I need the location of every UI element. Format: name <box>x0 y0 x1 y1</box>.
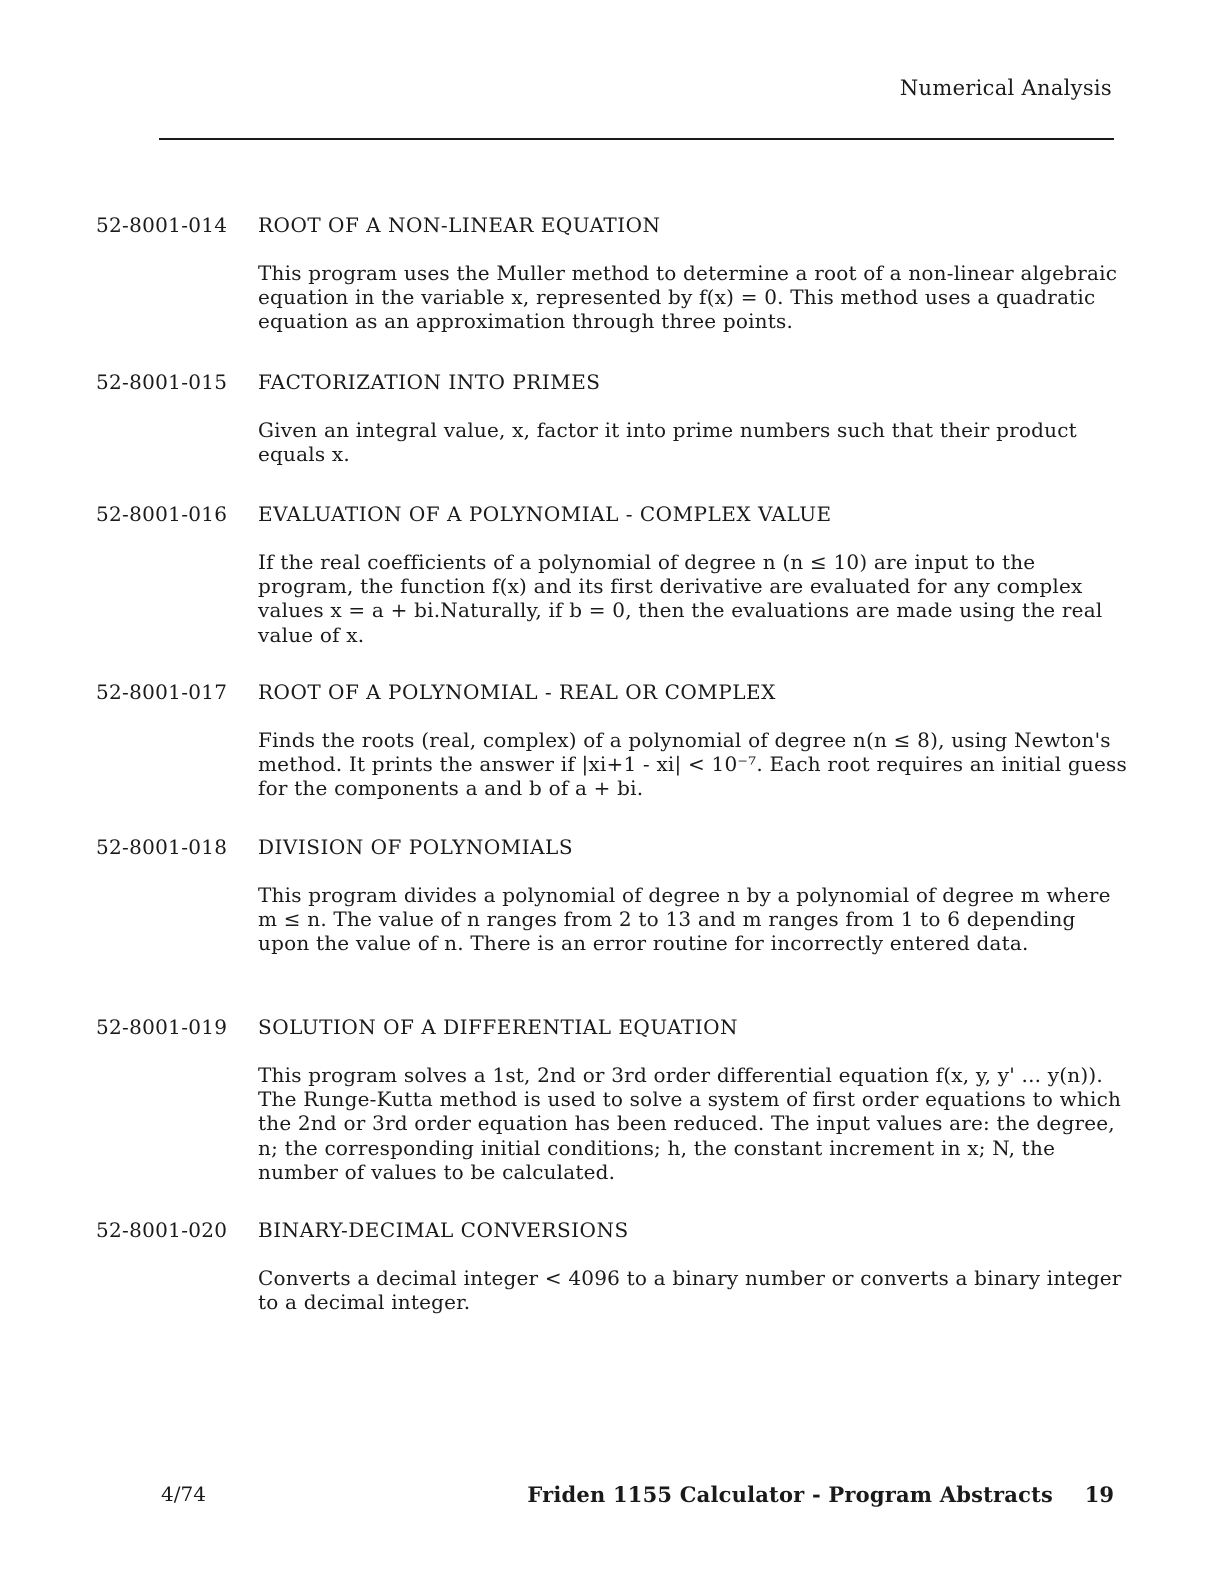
publication-title: Friden 1155 Calculator - Program Abstracts <box>527 1482 1053 1507</box>
program-description: This program divides a polynomial of degree n by a polynomial of degree m where m ≤ n. The value of n ranges from 2 to 13 and m ranges from 1 to 6 depending upon the value of n. There is an error routine for incorrectly entered data. <box>258 883 1111 956</box>
footer-date: 4/74 <box>161 1482 206 1506</box>
page-number: 19 <box>1084 1482 1114 1507</box>
program-title: SOLUTION OF A DIFFERENTIAL EQUATION <box>258 1015 739 1039</box>
program-title: ROOT OF A POLYNOMIAL - REAL OR COMPLEX <box>258 680 776 704</box>
program-title: ROOT OF A NON-LINEAR EQUATION <box>258 213 661 237</box>
program-number: 52-8001-019 <box>96 1015 228 1039</box>
program-description: Converts a decimal integer < 4096 to a binary number or converts a binary integer to a decimal integer. <box>258 1266 1122 1315</box>
program-title: DIVISION OF POLYNOMIALS <box>258 835 574 859</box>
program-title: EVALUATION OF A POLYNOMIAL - COMPLEX VALUE <box>258 502 832 526</box>
program-description: This program solves a 1st, 2nd or 3rd order differential equation f(x, y, y' ... y(n)). The Runge-Kutta method is used to solve a system of first order equations to which the 2nd or 3rd order equation has been reduced. The input values are: the degree, n; the corresponding initial conditions; h, the constant increment in x; N, the number of values to be calculated. <box>258 1063 1122 1184</box>
program-number: 52-8001-018 <box>96 835 228 859</box>
program-description: Finds the roots (real, complex) of a polynomial of degree n(n ≤ 8), using Newton's method. It prints the answer if |xi+1 - xi| < 10⁻⁷. Each root requires an initial guess for the components a and b of a + bi. <box>258 728 1127 801</box>
program-number: 52-8001-015 <box>96 370 228 394</box>
program-number: 52-8001-014 <box>96 213 228 237</box>
program-description: If the real coefficients of a polynomial of degree n (n ≤ 10) are input to the program, the function f(x) and its first derivative are evaluated for any complex values x = a + bi.Naturally, if b = 0, then the evaluations are made using the real value of x. <box>258 550 1103 647</box>
program-title: BINARY-DECIMAL CONVERSIONS <box>258 1218 629 1242</box>
program-number: 52-8001-020 <box>96 1218 228 1242</box>
program-description: Given an integral value, x, factor it into prime numbers such that their product equals x. <box>258 418 1077 467</box>
program-description: This program uses the Muller method to determine a root of a non-linear algebraic equation in the variable x, represented by f(x) = 0. This method uses a quadratic equation as an approximation through three points. <box>258 261 1118 334</box>
program-number: 52-8001-016 <box>96 502 228 526</box>
program-title: FACTORIZATION INTO PRIMES <box>258 370 601 394</box>
header-divider <box>159 138 1114 140</box>
program-number: 52-8001-017 <box>96 680 228 704</box>
section-title: Numerical Analysis <box>899 76 1112 100</box>
